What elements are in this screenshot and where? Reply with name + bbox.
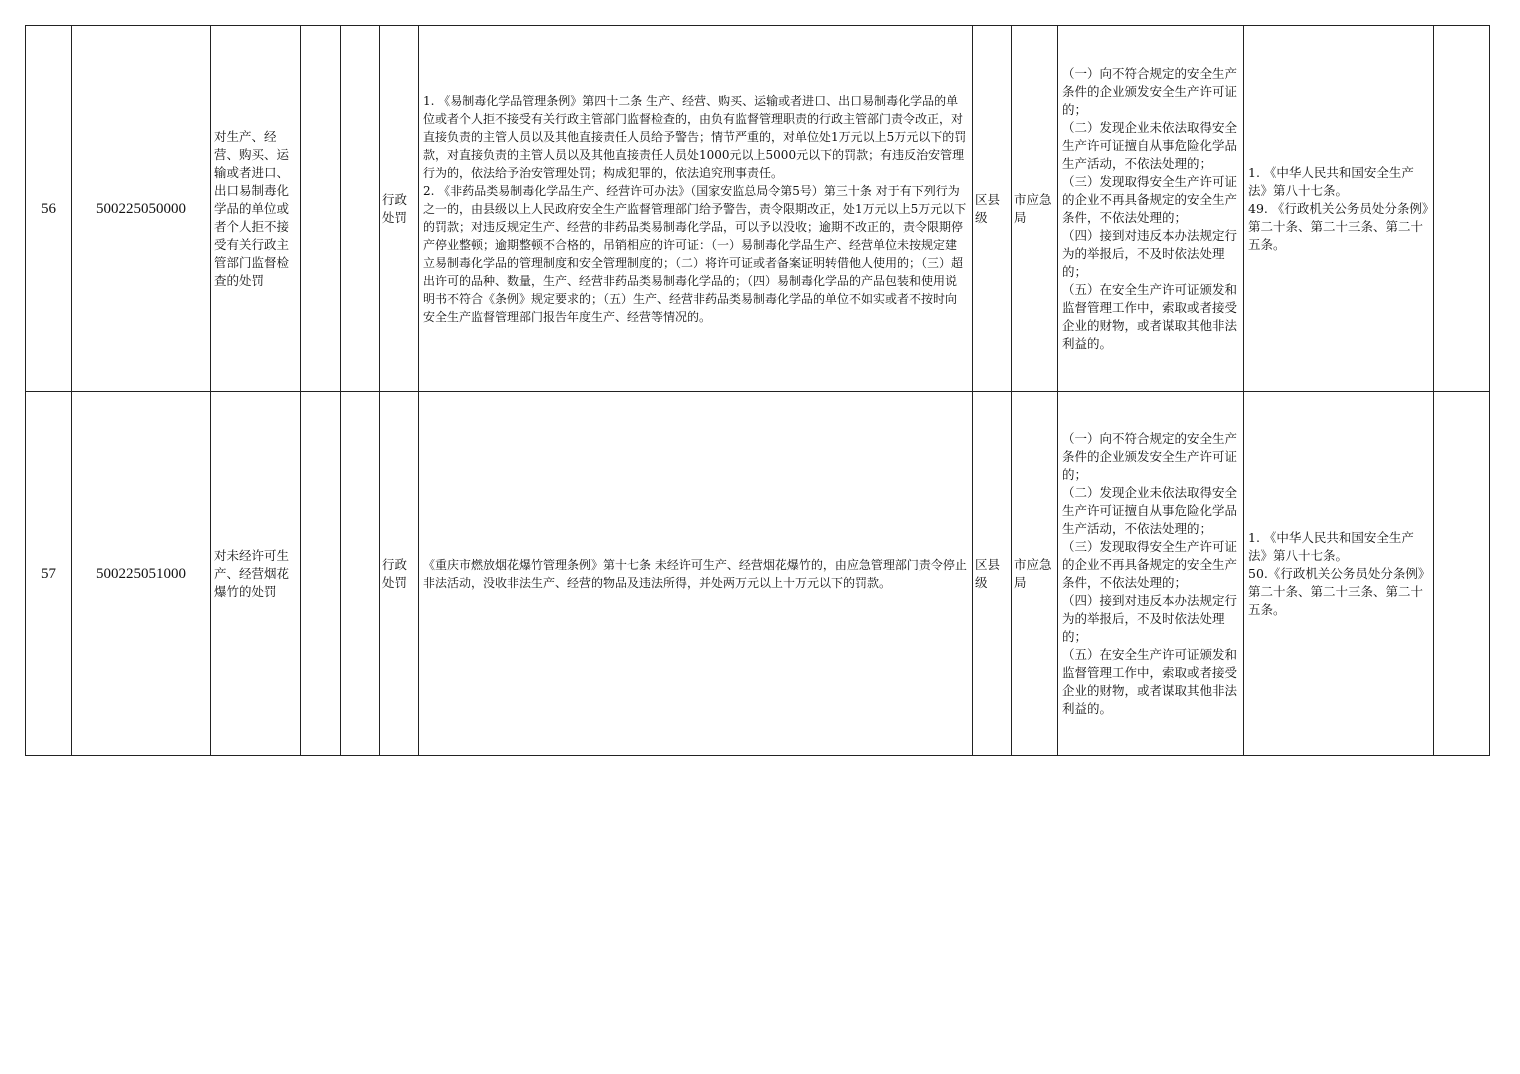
power-type: 行政处罚 [380,26,419,392]
law-item: 1. 《中华人民共和国安全生产法》第八十七条。 [1248,529,1414,563]
law-item: 1. 《中华人民共和国安全生产法》第八十七条。 [1248,164,1414,198]
duty-item: （五）在安全生产许可证颁发和监督管理工作中，索取或者接受企业的财物，或者谋取其他非法利益的。 [1062,281,1238,351]
exercise-level: 区县级 [973,26,1012,392]
table-row [26,26,1490,392]
empty-cell [301,26,341,392]
accountability-basis [1244,392,1434,756]
empty-cell [341,26,380,392]
remark-cell [1434,26,1490,392]
power-list-table [25,25,1490,756]
department: 市应急局 [1012,392,1058,756]
law-item: 50.《行政机关公务员处分条例》第二十条、第二十三条、第二十五条。 [1248,565,1425,617]
legal-basis [419,392,973,756]
duty-item: （一）向不符合规定的安全生产条件的企业颁发安全生产许可证的； [1062,65,1238,117]
accountability-circumstances [1058,26,1244,392]
item-name: 对未经许可生产、经营烟花爆竹的处罚 [211,392,301,756]
legal-basis-paragraph: 1. 《易制毒化学品管理条例》第四十二条 生产、经营、购买、运输或者进口、出口易制毒化学品的单位或者个人拒不接受有关行政主管部门监督检查的，由负有监督管理职责的行政主管部门责令改正，对直接负责的主管人员以及其他直接责任人员给予警告；情节严重的，对单位处1万元以上5万元以下的罚款，对直接负责的主管人员以及其他直接责任人员处1000元以上5000元以下的罚款；有违反治安管理行为的，依法给予治安管理处罚；构成犯罪的，依法追究刑事责任。 [423,93,967,180]
duty-item: （二）发现企业未依法取得安全生产许可证擅自从事危险化学品生产活动，不依法处理的； [1062,484,1238,536]
row-index: 57 [26,392,72,756]
table-row [26,392,1490,756]
legal-basis-paragraph: 2. 《非药品类易制毒化学品生产、经营许可办法》（国家安监总局令第5号）第三十条 对于有下列行为之一的，由县级以上人民政府安全生产监督管理部门给予警告，责令限期改正，处1万元以上5万元以下的罚款；对违反规定生产、经营的非药品类易制毒化学品，可以予以没收；逾期不改正的，责令限期停产停业整顿；逾期整顿不合格的，吊销相应的许可证：（一）易制毒化学品生产、经营单位未按规定建立易制毒化学品的管理制度和安全管理制度的；（二）将许可证或者备案证明转借他人使用的；（三）超出许可的品种、数量，生产、经营非药品类易制毒化学品的；（四）易制毒化学品的产品包装和使用说明书不符合《条例》规定要求的；（五）生产、经营非药品类易制毒化学品的单位不如实或者不按时向安全生产监督管理部门报告年度生产、经营等情况的。 [423,183,967,324]
item-code: 500225050000 [72,26,211,392]
duty-item: （二）发现企业未依法取得安全生产许可证擅自从事危险化学品生产活动，不依法处理的； [1062,119,1238,171]
exercise-level: 区县级 [973,392,1012,756]
duty-item: （五）在安全生产许可证颁发和监督管理工作中，索取或者接受企业的财物，或者谋取其他非法利益的。 [1062,646,1238,716]
duty-item: （四）接到对违反本办法规定行为的举报后，不及时依法处理的； [1062,592,1238,644]
accountability-circumstances [1058,392,1244,756]
row-index: 56 [26,26,72,392]
duty-item: （三）发现取得安全生产许可证的企业不再具备规定的安全生产条件，不依法处理的； [1062,173,1238,225]
item-name: 对生产、经营、购买、运输或者进口、出口易制毒化学品的单位或者个人拒不接受有关行政主管部门监督检查的处罚 [211,26,301,392]
remark-cell [1434,392,1490,756]
duty-item: （一）向不符合规定的安全生产条件的企业颁发安全生产许可证的； [1062,430,1238,482]
duty-item: （四）接到对违反本办法规定行为的举报后，不及时依法处理的； [1062,227,1238,279]
duty-item: （三）发现取得安全生产许可证的企业不再具备规定的安全生产条件，不依法处理的； [1062,538,1238,590]
empty-cell [301,392,341,756]
legal-basis [419,26,973,392]
accountability-basis [1244,26,1434,392]
department: 市应急局 [1012,26,1058,392]
law-item: 49. 《行政机关公务员处分条例》第二十条、第二十三条、第二十五条。 [1248,200,1429,252]
empty-cell [341,392,380,756]
legal-basis-paragraph: 《重庆市燃放烟花爆竹管理条例》第十七条 未经许可生产、经营烟花爆竹的，由应急管理部门责令停止非法活动，没收非法生产、经营的物品及违法所得，并处两万元以上十万元以下的罚款。 [423,557,967,590]
power-type: 行政处罚 [380,392,419,756]
item-code: 500225051000 [72,392,211,756]
